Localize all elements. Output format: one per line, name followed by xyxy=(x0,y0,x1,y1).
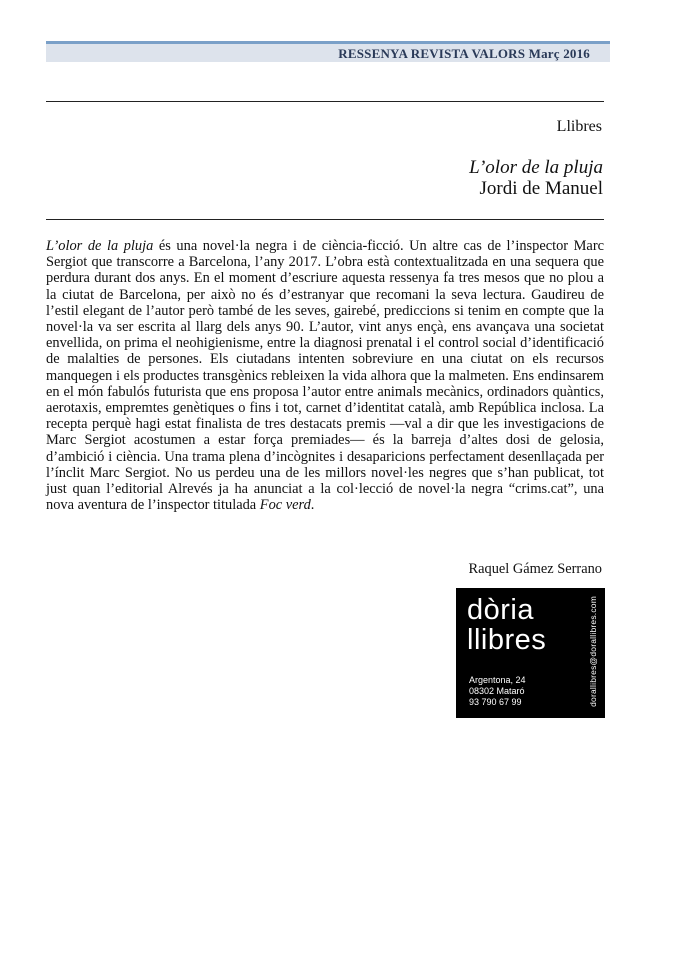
book-title: L’olor de la pluja xyxy=(469,157,603,178)
ad-address xyxy=(469,675,526,708)
review-book-title: L’olor de la pluja xyxy=(46,238,154,254)
divider-bottom xyxy=(46,219,604,220)
sequel-title: Foc verd xyxy=(259,497,311,514)
ad-name-line2: llibres xyxy=(467,624,547,656)
book-author: Jordi de Manuel xyxy=(479,178,603,199)
header-title: RESSENYA REVISTA VALORS Març 2016 xyxy=(338,46,590,61)
header-band xyxy=(46,41,610,62)
review-body xyxy=(46,238,604,513)
divider-top xyxy=(46,101,604,102)
ad-street: Argentona, 24 xyxy=(469,675,526,685)
section-label: Llibres xyxy=(556,118,602,135)
review-end-period: . xyxy=(310,497,315,514)
bookstore-ad xyxy=(456,588,605,718)
review-text: és una novel·la negra i de ciència-ficció. Un altre cas de l’inspector Marc Sergiot que transcorre a Barcelona, l’any 2017. L’obra està contextualitzada en una sequera que perdura durant dos anys. En el moment d’escriure aquesta ressenya fa tres mesos que no plou a la ciutat de Barcelona, per això no és d’estranyar que recomani la seva lectura. Gaudireu de l’estil elegant de l’autor però també de les seves, gairebé, prediccions si tenim en compte que la novel·la va ser escrita al llarg dels anys 90. L’autor, vint anys ençà, ens avançava una societat envellida, on prima el neohigienisme, entre la diagnosi prenatal i el control social d’identificació de malalties de persones. Els ciutadans intenten sobreviure en una ciutat on els recursos manquegen i els productes transgènics rebleixen la vida alhora que la malmeten. Ens endinsarem en el món fabulós futurista que ens proposa l’autor entre animals mecànics, ordinadors quàntics, aerotaxis, empremtes genètiques o fins i tot, carnet d’identitat català, amb República inclosa. La recepta perquè hagi estat finalista de tres destacats premis —val a dir que les investigacions de Marc Sergiot acostumen a estar força premiades— és la barreja d’altes dosi de gelosia, d’ambició i ciència. Una trama plena d’incògnites i desaparicions perfectament desenllaçada per l’ínclit Marc Sergiot. No us perdeu una de les millors novel·les negres que s’han publicat, tot just quan l’editorial Alrevés ja ha anunciat a la col·lecció de novel·la negra “crims.cat”, una nova aventura de l’inspector titulada xyxy=(46,238,605,514)
ad-phone: 93 790 67 99 xyxy=(469,697,522,707)
ad-city: 08302 Mataró xyxy=(469,686,525,696)
ad-name-line1: dòria xyxy=(467,594,534,626)
ad-email: dorallibres@dorallibres.com xyxy=(588,596,598,707)
reviewer-name: Raquel Gámez Serrano xyxy=(468,561,602,577)
